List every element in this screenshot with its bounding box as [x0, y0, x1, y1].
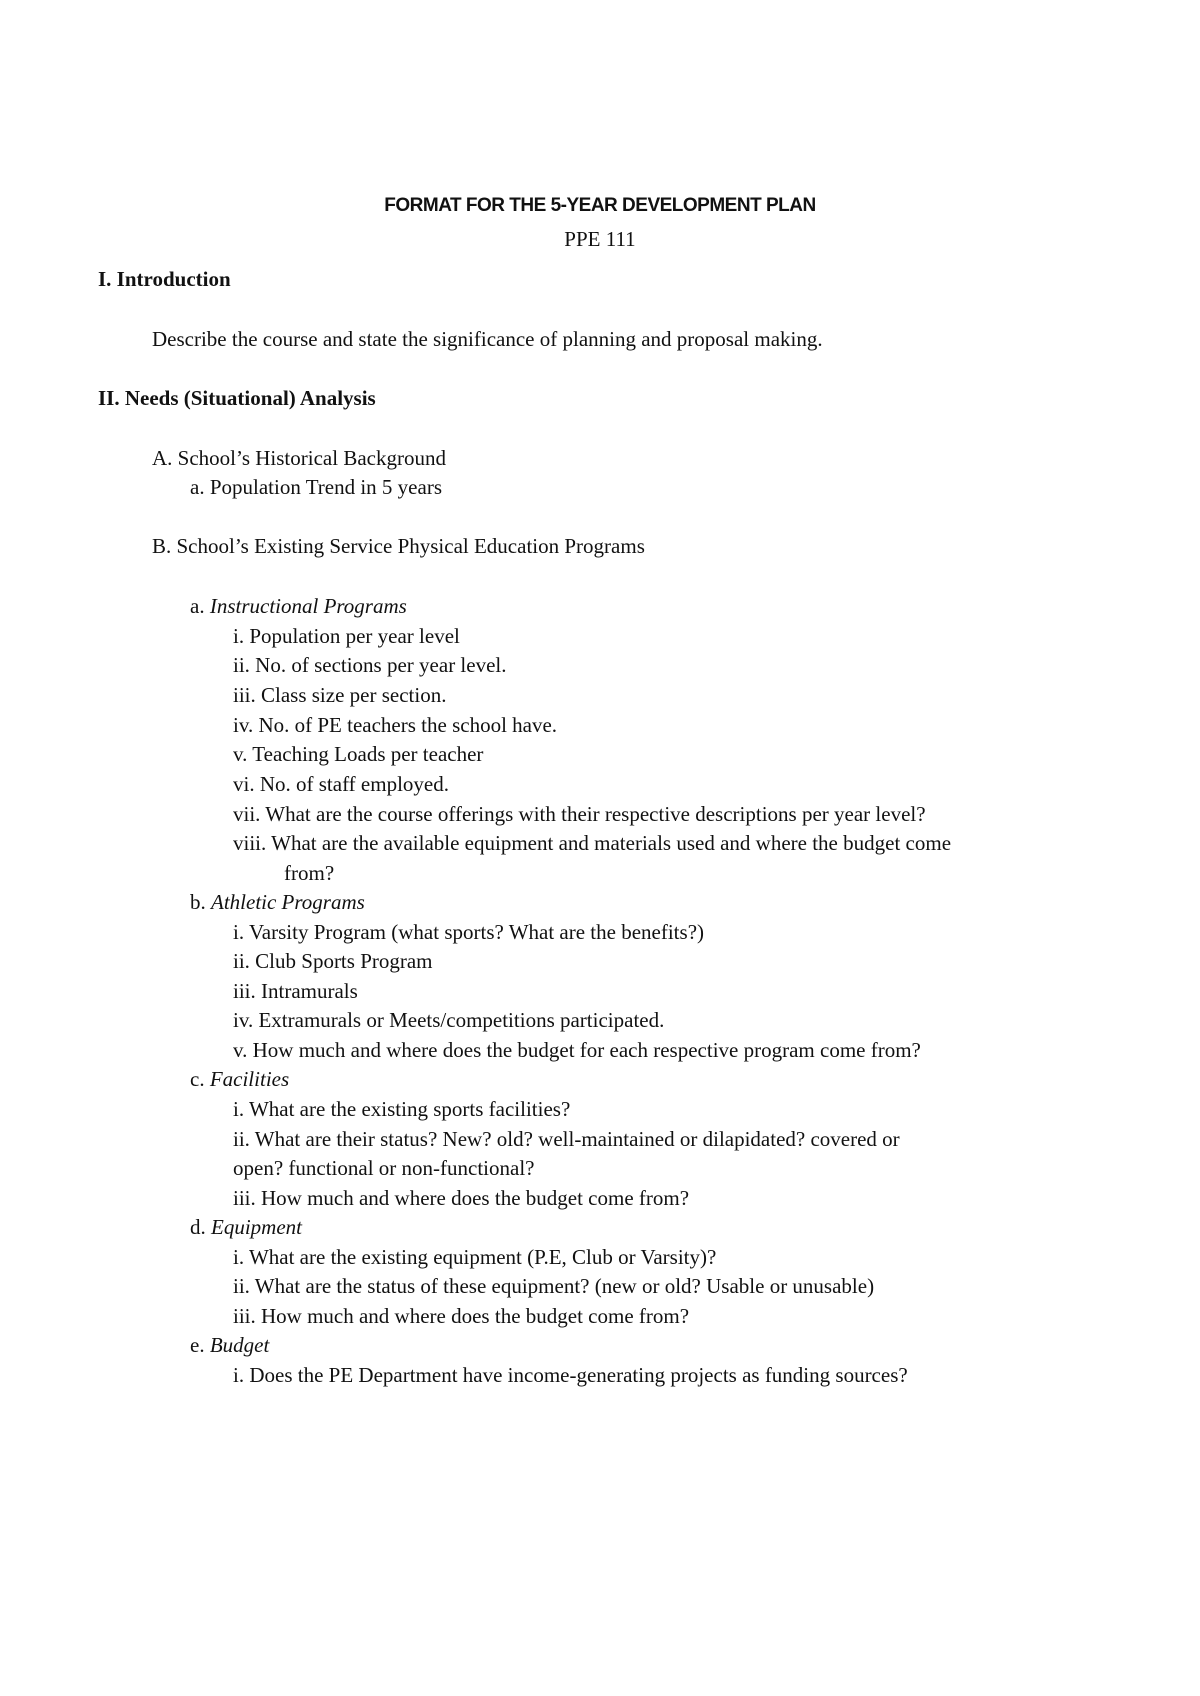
- list-item: vii. What are the course offerings with their respective descriptions per year level?: [233, 802, 926, 826]
- list-item: iii. How much and where does the budget come from?: [233, 1186, 690, 1210]
- list-item: iv. No. of PE teachers the school have.: [233, 713, 558, 737]
- list-item: i. Varsity Program (what sports? What are the benefits?): [233, 920, 705, 944]
- list-item: iv. Extramurals or Meets/competitions participated.: [233, 1008, 665, 1032]
- list-item: i. Does the PE Department have income-generating projects as funding sources?: [233, 1363, 908, 1387]
- instructional-programs-heading: [190, 592, 407, 620]
- list-marker: a.: [190, 594, 205, 618]
- facilities-label: Facilities: [209, 1067, 290, 1091]
- list-item: vi. No. of staff employed.: [233, 772, 449, 796]
- budget-label: Budget: [209, 1333, 270, 1357]
- list-item: viii. What are the available equipment and materials used and where the budget come: [233, 831, 952, 855]
- subsection-b-label: B. School’s Existing Service Physical Education Programs: [152, 534, 645, 558]
- facilities-heading: [190, 1065, 289, 1093]
- list-item: i. What are the existing sports facilities?: [233, 1097, 571, 1121]
- list-item: ii. What are their status? New? old? well-maintained or dilapidated? covered or: [233, 1127, 900, 1151]
- athletic-programs-label: Athletic Programs: [211, 890, 365, 914]
- list-marker: e.: [190, 1333, 205, 1357]
- list-item: ii. Club Sports Program: [233, 949, 433, 973]
- list-item-continuation: from?: [284, 861, 335, 885]
- athletic-programs-heading: [190, 888, 365, 916]
- equipment-heading: [190, 1213, 302, 1241]
- list-item: iii. Intramurals: [233, 979, 358, 1003]
- section-2-heading: II. Needs (Situational) Analysis: [98, 386, 376, 410]
- subsection-a-label: A. School’s Historical Background: [152, 446, 446, 470]
- section-1-heading: I. Introduction: [98, 267, 231, 291]
- list-item: i. What are the existing equipment (P.E, Club or Varsity)?: [233, 1245, 717, 1269]
- list-item: iii. How much and where does the budget come from?: [233, 1304, 690, 1328]
- list-item: ii. No. of sections per year level.: [233, 653, 507, 677]
- instructional-programs-label: Instructional Programs: [209, 594, 407, 618]
- list-item: v. How much and where does the budget for each respective program come from?: [233, 1038, 921, 1062]
- section-1-body: Describe the course and state the significance of planning and proposal making.: [152, 327, 823, 351]
- document-title: FORMAT FOR THE 5-YEAR DEVELOPMENT PLAN: [384, 195, 816, 216]
- list-marker: d.: [190, 1215, 206, 1239]
- equipment-label: Equipment: [211, 1215, 302, 1239]
- list-item: v. Teaching Loads per teacher: [233, 742, 484, 766]
- list-marker: c.: [190, 1067, 205, 1091]
- document-subtitle: PPE 111: [564, 227, 636, 251]
- list-item: ii. What are the status of these equipment? (new or old? Usable or unusable): [233, 1274, 875, 1298]
- subsection-a-item: a. Population Trend in 5 years: [190, 475, 442, 499]
- list-item: i. Population per year level: [233, 624, 460, 648]
- budget-heading: [190, 1331, 269, 1359]
- list-item-continuation: open? functional or non-functional?: [233, 1156, 535, 1180]
- list-marker: b.: [190, 890, 206, 914]
- list-item: iii. Class size per section.: [233, 683, 447, 707]
